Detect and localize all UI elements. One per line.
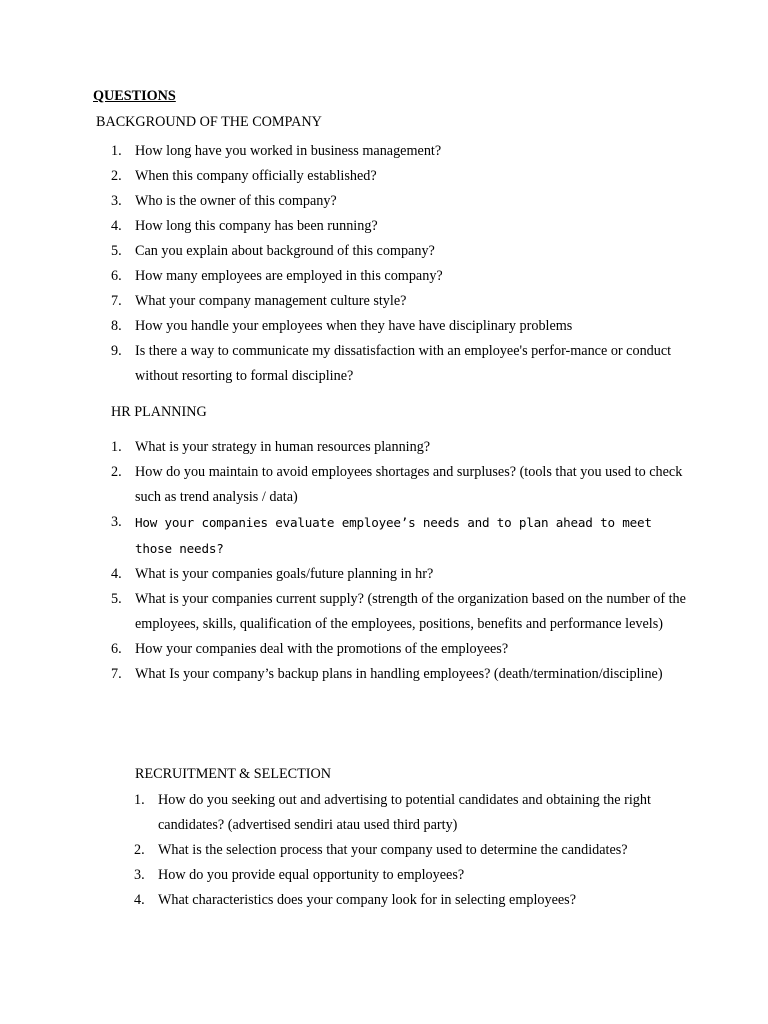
list-item [134,863,694,888]
question-text: What characteristics does your company look for in selecting employees? [158,892,576,908]
section-heading-recruitment-selection: RECRUITMENT & SELECTION [135,766,331,782]
question-text: What Is your company’s backup plans in handling employees? (death/termination/discipline) [135,666,663,682]
item-number: 4. [111,218,122,234]
question-text: How do you seeking out and advertising to potential candidates and obtaining the right candidates? (advertised sendiri atau used third party) [158,792,651,833]
section-heading-background: BACKGROUND OF THE COMPANY [96,114,322,130]
list-item [111,510,691,562]
question-text: What is your companies goals/future planning in hr? [135,566,434,582]
question-text: How long have you worked in business management? [135,143,442,159]
question-text: How do you provide equal opportunity to employees? [158,867,465,883]
document-title: QUESTIONS [93,88,176,104]
item-number: 7. [111,293,122,309]
question-text: How your companies deal with the promotions of the employees? [135,641,509,657]
item-number: 5. [111,591,122,607]
item-number: 4. [134,892,145,908]
list-item [111,662,691,687]
list-item [111,435,691,460]
item-number: 2. [111,464,122,480]
question-text: How do you maintain to avoid employees shortages and surpluses? (tools that you used to check such as trend analysis / data) [135,464,683,505]
question-text: How many employees are employed in this company? [135,268,443,284]
item-number: 2. [111,168,122,184]
question-text: What is the selection process that your company used to determine the candidates? [158,842,628,858]
item-number: 8. [111,318,122,334]
question-list-recruitment-selection [134,788,694,913]
list-item [111,189,691,214]
list-item [111,637,691,662]
question-text: Who is the owner of this company? [135,193,337,209]
question-text: When this company officially established? [135,168,377,184]
list-item [134,888,694,913]
question-text: What is your strategy in human resources planning? [135,439,431,455]
item-number: 1. [111,143,122,159]
question-text: How you handle your employees when they have have disciplinary problems [135,318,573,334]
list-item [134,838,694,863]
item-number: 2. [134,842,145,858]
question-text: How long this company has been running? [135,218,378,234]
item-number: 1. [111,439,122,455]
list-item [111,164,691,189]
list-item [134,788,694,838]
list-item [111,562,691,587]
item-number: 3. [134,867,145,883]
section-heading-hr-planning: HR PLANNING [111,404,207,420]
item-number: 6. [111,268,122,284]
question-text: Can you explain about background of this company? [135,243,435,259]
list-item [111,587,691,637]
list-item [111,289,691,314]
list-item [111,214,691,239]
list-item [111,339,691,389]
list-item [111,239,691,264]
list-item [111,460,691,510]
item-number: 3. [111,514,122,530]
question-text: How your companies evaluate employee’s needs and to plan ahead to meet those needs? [135,515,652,556]
question-text: Is there a way to communicate my dissatisfaction with an employee's perfor-mance or conduct without resorting to formal discipline? [135,343,672,384]
item-number: 7. [111,666,122,682]
question-text: What is your companies current supply? (strength of the organization based on the number of the employees, skills, qualification of the employees, positions, benefits and performance levels) [135,591,686,632]
item-number: 4. [111,566,122,582]
item-number: 9. [111,343,122,359]
item-number: 1. [134,792,145,808]
question-text: What your company management culture style? [135,293,407,309]
list-item [111,264,691,289]
item-number: 6. [111,641,122,657]
list-item [111,314,691,339]
question-list-background [111,139,691,389]
item-number: 3. [111,193,122,209]
item-number: 5. [111,243,122,259]
list-item [111,139,691,164]
question-list-hr-planning [111,435,691,687]
